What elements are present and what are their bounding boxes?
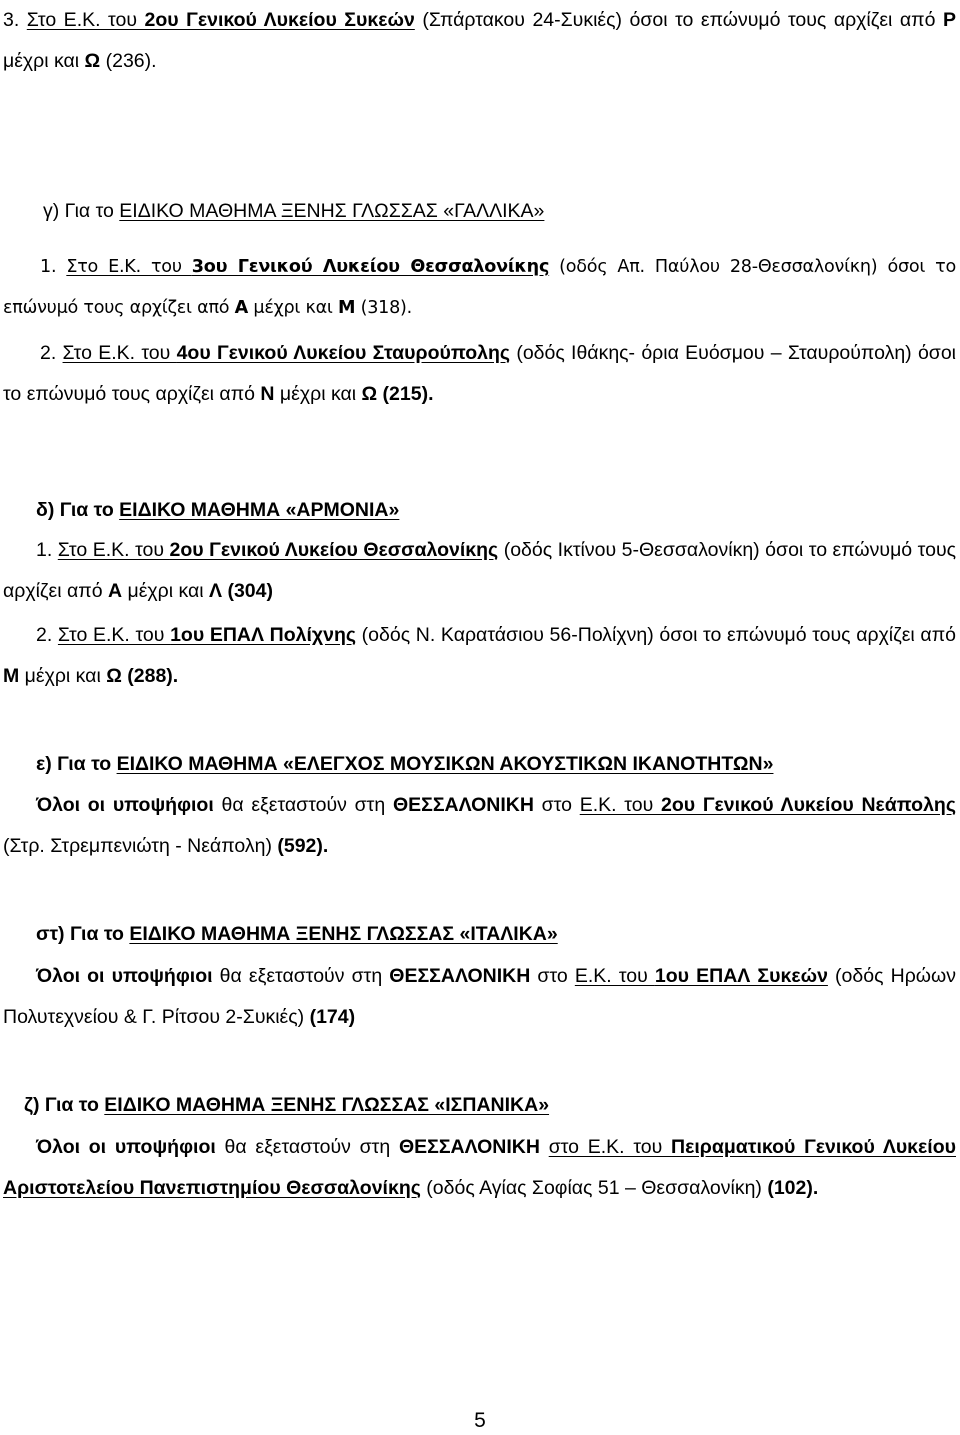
text-run: ζ) Για το <box>24 1094 105 1116</box>
text-run: ΕΙΔΙΚΟ ΜΑΘΗΜΑ «ΕΛΕΓΧΟΣ ΜΟΥΣΙΚΩΝ ΑΚΟΥΣΤΙΚΩΝ ΙΚΑΝΟΤΗΤΩΝ» <box>116 753 774 775</box>
text-run: ΕΙΔΙΚΟ ΜΑΘΗΜΑ «ΑΡΜΟΝΙΑ» <box>119 499 400 521</box>
text-run: (οδός Ηρώων Πολυτεχνείου & Γ. Ρίτσου 2-Συκιές) <box>3 965 956 1028</box>
text-run: 3. <box>3 9 27 31</box>
text-run: ΕΙΔΙΚΟ ΜΑΘΗΜΑ ΞΕΝΗΣ ΓΛΩΣΣΑΣ «ΙΣΠΑΝΙΚΑ» <box>104 1094 550 1116</box>
text-run: (οδός Ιθάκης- όρια Ευόσμου – Σταυρούπολη) όσοι το επώνυμό τους αρχίζει από <box>3 342 956 405</box>
text-run: θα εξεταστούν στη <box>213 794 393 816</box>
elegxos-body <box>3 785 956 867</box>
heading-gallika <box>3 191 956 232</box>
text-run: μέχρι και <box>19 665 107 687</box>
text-run: 2ου Γενικού Λυκείου Νεάπολης <box>660 794 956 816</box>
text-run: Στο Ε.Κ. του <box>62 342 177 364</box>
text-run: Στο Ε.Κ. του <box>66 257 192 277</box>
text-run: Ρ <box>942 9 956 31</box>
text-run: ΘΕΣΣΑΛΟΝΙΚΗ <box>389 965 531 987</box>
text-run: στο <box>530 965 575 987</box>
text-run: (οδός Αγίας Σοφίας 51 – Θεσσαλονίκη) <box>420 1177 768 1199</box>
text-run: Ε.Κ. του <box>579 794 661 816</box>
text-run: (592). <box>277 835 329 857</box>
text-run: (Στρ. Στρεμπενιώτη - Νεάπολη) <box>3 835 278 857</box>
page-number: 5 <box>474 1409 486 1432</box>
text-run: 1ου ΕΠΑΛ Συκεών <box>654 965 828 987</box>
text-run: (288). <box>121 665 179 687</box>
text-run: ε) Για το <box>36 753 117 775</box>
text-run: (215). <box>377 383 434 405</box>
text-run: 2ου Γενικού Λυκείου Συκεών <box>144 9 415 31</box>
text-run: 3ου Γενικού Λυκείου Θεσσαλονίκης <box>191 257 550 277</box>
text-run: Πειραματικού Γενικού Λυκείου Αριστοτελείου Πανεπιστημίου Θεσσαλονίκης <box>3 1136 956 1199</box>
text-run: στ) Για το <box>36 923 130 945</box>
gallika-item1 <box>3 247 956 329</box>
italika-body <box>3 956 956 1038</box>
text-run: Στο Ε.Κ. του <box>26 9 145 31</box>
text-run: 1. <box>40 257 67 277</box>
text-run: 1. <box>36 539 58 561</box>
text-run: Όλοι οι υποψήφιοι <box>36 965 213 987</box>
text-run: Ω <box>361 383 378 405</box>
text-run: στο <box>533 794 580 816</box>
text-run: 1ου ΕΠΑΛ Πολίχνης <box>170 624 357 646</box>
text-run: θα εξεταστούν στη <box>215 1136 399 1158</box>
text-run: ΘΕΣΣΑΛΟΝΙΚΗ <box>398 1136 540 1158</box>
text-run: Ω <box>84 50 101 72</box>
text-run: Μ <box>337 298 356 318</box>
text-run: (οδός Απ. Παύλου 28-Θεσσαλονίκη) όσοι το επώνυμό τους αρχίζει από <box>3 257 956 318</box>
text-run: Ε.Κ. του <box>574 965 655 987</box>
text-run: μέχρι και <box>274 383 362 405</box>
text-run: ΕΙΔΙΚΟ ΜΑΘΗΜΑ ΞΕΝΗΣ ΓΛΩΣΣΑΣ «ΙΤΑΛΙΚΑ» <box>129 923 558 945</box>
text-run: (304) <box>222 580 273 602</box>
text-run: (174) <box>309 1006 356 1028</box>
text-run: Στο Ε.Κ. του <box>57 539 170 561</box>
text-run: γ) Για το <box>43 200 120 222</box>
text-run: Όλοι οι υποψήφιοι <box>36 1136 216 1158</box>
text-run: θα εξεταστούν στη <box>212 965 390 987</box>
text-run: 2. <box>36 624 58 646</box>
heading-armonia <box>3 490 956 531</box>
text-run: 4ου Γενικού Λυκείου Σταυρούπολης <box>176 342 511 364</box>
text-run: (236). <box>100 50 157 72</box>
text-run: Μ <box>3 665 20 687</box>
text-run: ΕΙΔΙΚΟ ΜΑΘΗΜΑ ΞΕΝΗΣ ΓΛΩΣΣΑΣ «ΓΑΛΛΙΚΑ» <box>119 200 545 222</box>
text-run: (318). <box>355 298 412 318</box>
gallika-item2 <box>3 333 956 415</box>
text-run: ΘΕΣΣΑΛΟΝΙΚΗ <box>392 794 534 816</box>
heading-elegxos <box>3 744 956 785</box>
text-run: Ν <box>260 383 275 405</box>
text-run: (οδός Ικτίνου 5-Θεσσαλονίκη) όσοι το επώνυμό τους αρχίζει από <box>3 539 957 602</box>
heading-italika <box>3 914 956 955</box>
heading-ispanika <box>3 1085 956 1126</box>
text-run: Στο Ε.Κ. του <box>57 624 171 646</box>
text-run: (102). <box>767 1177 819 1199</box>
item3-sykies <box>3 0 956 82</box>
text-run: Λ <box>209 580 223 602</box>
ispanika-body <box>3 1127 956 1209</box>
text-run: μέχρι και <box>248 298 338 318</box>
text-run: 2ου Γενικού Λυκείου Θεσσαλονίκης <box>169 539 499 561</box>
text-run: Όλοι οι υποψήφιοι <box>36 794 214 816</box>
text-run <box>540 1136 549 1158</box>
text-run: (Σπάρτακου 24-Συκιές) όσοι το επώνυμό τους αρχίζει από <box>414 9 943 31</box>
text-run: 2. <box>40 342 63 364</box>
text-run: Α <box>107 580 123 602</box>
text-run: μέχρι και <box>3 50 85 72</box>
text-run: Ω <box>106 665 122 687</box>
text-run: (οδός Ν. Καρατάσιου 56-Πολίχνη) όσοι το επώνυμό τους αρχίζει από <box>356 624 956 646</box>
armonia-item1 <box>3 530 956 612</box>
text-run: μέχρι και <box>122 580 210 602</box>
text-run: Α <box>234 298 249 318</box>
armonia-item2 <box>3 615 956 697</box>
text-run: δ) Για το <box>36 499 120 521</box>
text-run: στο Ε.Κ. του <box>548 1136 672 1158</box>
